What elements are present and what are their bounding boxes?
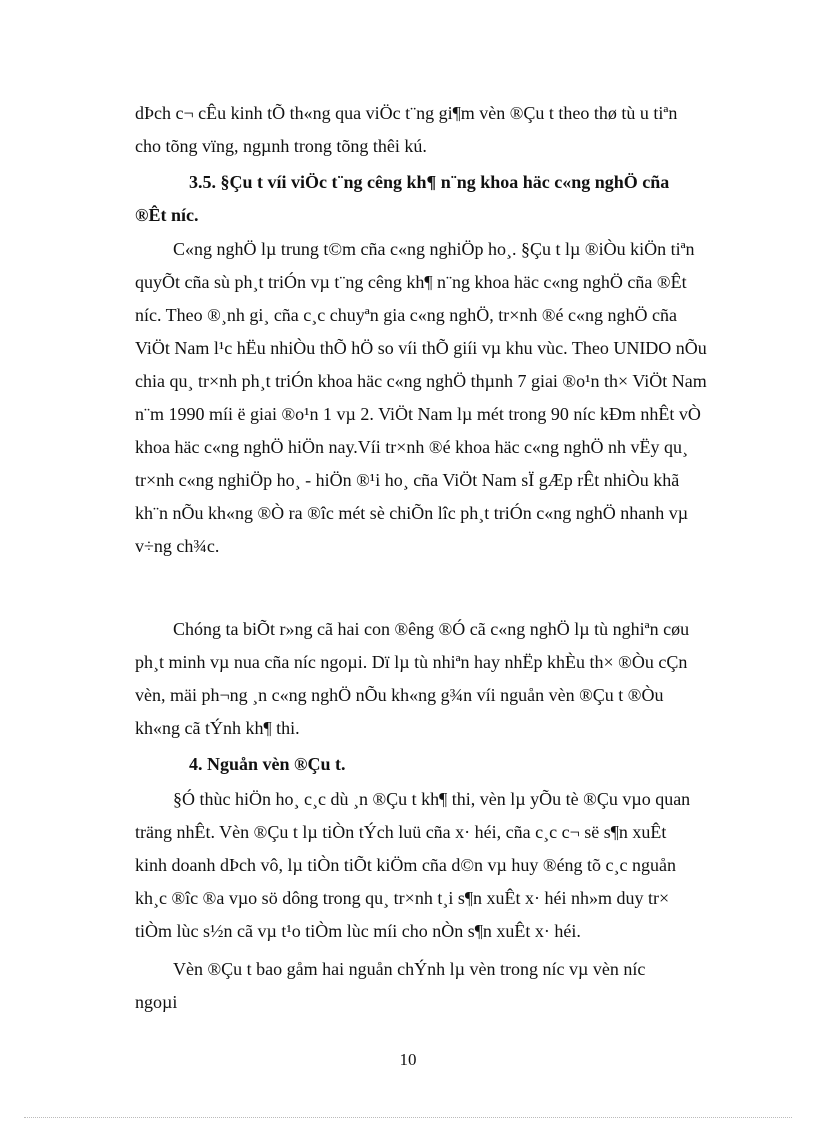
text-line: C«ng nghÖ lµ trung t©m cña c«ng nghiÖp ho¸. §Çu t lµ ®iÒu kiÖn tiªn	[173, 239, 695, 259]
text-line: vèn, mäi ph¬ng ¸n c«ng nghÖ nÕu kh«ng g¾n víi nguån vèn ®Çu t ®Òu	[135, 685, 664, 705]
text-line: ngoµi	[135, 992, 178, 1012]
heading-line: 3.5. §Çu t víi viÖc t¨ng cêng kh¶ n¨ng khoa häc c«ng nghÖ cña	[189, 172, 670, 192]
section-heading-4	[135, 748, 730, 781]
text-line: tr×nh c«ng nghiÖp ho¸ - hiÖn ®¹i ho¸ cña ViÖt Nam sÏ gÆp rÊt nhiÒu khã	[135, 470, 680, 490]
text-line: khoa häc c«ng nghÖ hiÖn nay.Víi tr×nh ®é khoa häc c«ng nghÖ nh vËy qu¸	[135, 437, 689, 457]
footer-divider	[24, 1117, 792, 1118]
text-line: ViÖt Nam l¹c hËu nhiÒu thÕ hÖ so víi thÕ giíi vµ khu vùc. Theo UNIDO nÕu	[135, 338, 707, 358]
section-heading-3-5	[135, 166, 730, 232]
text-line: ph¸t minh vµ nua cña níc ngoµi. Dï lµ tù nhiªn hay nhËp khÈu th× ®Òu cÇn	[135, 652, 688, 672]
text-line: kh¨n nÕu kh«ng ®Ò ra ®îc mét sè chiÕn lîc ph¸t triÓn c«ng nghÖ nhanh vµ	[135, 503, 689, 523]
text-line: träng nhÊt. Vèn ®Çu t lµ tiÒn tÝch luü cña x· héi, cña c¸c c¬ së s¶n xuÊt	[135, 822, 667, 842]
paragraph-capital-role	[135, 783, 730, 948]
text-line: §Ó thùc hiÖn ho¸ c¸c dù ¸n ®Çu t kh¶ thi, vèn lµ yÕu tè ®Çu vµo quan	[173, 789, 691, 809]
text-line: dÞch c¬ cÊu kinh tÕ th«ng qua viÖc t¨ng gi¶m vèn ®Çu t theo thø tù u tiªn	[135, 103, 678, 123]
text-line: quyÕt cña sù ph¸t triÓn vµ t¨ng cêng kh¶ n¨ng khoa häc c«ng nghÖ cña ®Êt	[135, 272, 687, 292]
text-line: chia qu¸ tr×nh ph¸t triÓn khoa häc c«ng nghÖ thµnh 7 giai ®o¹n th× ViÖt Nam	[135, 371, 707, 391]
text-line: cho tõng vïng, ngµnh trong tõng thêi kú.	[135, 136, 427, 156]
paragraph-capital-sources	[135, 953, 730, 1019]
text-line: v÷ng ch¾c.	[135, 536, 220, 556]
heading-line: 4. Nguån vèn ®Çu t.	[189, 754, 346, 774]
text-line: kinh doanh dÞch vô, lµ tiÒn tiÕt kiÖm cña d©n vµ huy ®éng tõ c¸c nguån	[135, 855, 677, 875]
text-line: kh¸c ®îc ®a vµo sö dông trong qu¸ tr×nh t¸i s¶n xuÊt x· héi nh»m duy tr×	[135, 888, 670, 908]
text-line: Vèn ®Çu t bao gåm hai nguån chÝnh lµ vèn trong níc vµ vèn níc	[173, 959, 646, 979]
heading-line: ®Êt níc.	[135, 205, 199, 225]
paragraph-two-paths	[135, 613, 730, 745]
text-line: kh«ng cã tÝnh kh¶ thi.	[135, 718, 300, 738]
text-line: n¨m 1990 míi ë giai ®o¹n 1 vµ 2. ViÖt Nam lµ mét trong 90 níc kÐm nhÊt vÒ	[135, 404, 701, 424]
paragraph-investment-structure	[135, 97, 730, 163]
text-line: Chóng ta biÕt r»ng cã hai con ®êng ®Ó cã c«ng nghÖ lµ tù nghiªn cøu	[173, 619, 690, 639]
page-number: 10	[399, 1050, 417, 1069]
text-line: tiÒm lùc s½n cã vµ t¹o tiÒm lùc míi cho nÒn s¶n xuÊt x· héi.	[135, 921, 581, 941]
paragraph-technology	[135, 233, 730, 563]
text-line: níc. Theo ®¸nh gi¸ cña c¸c chuyªn gia c«ng nghÖ, tr×nh ®é c«ng nghÖ cña	[135, 305, 677, 325]
